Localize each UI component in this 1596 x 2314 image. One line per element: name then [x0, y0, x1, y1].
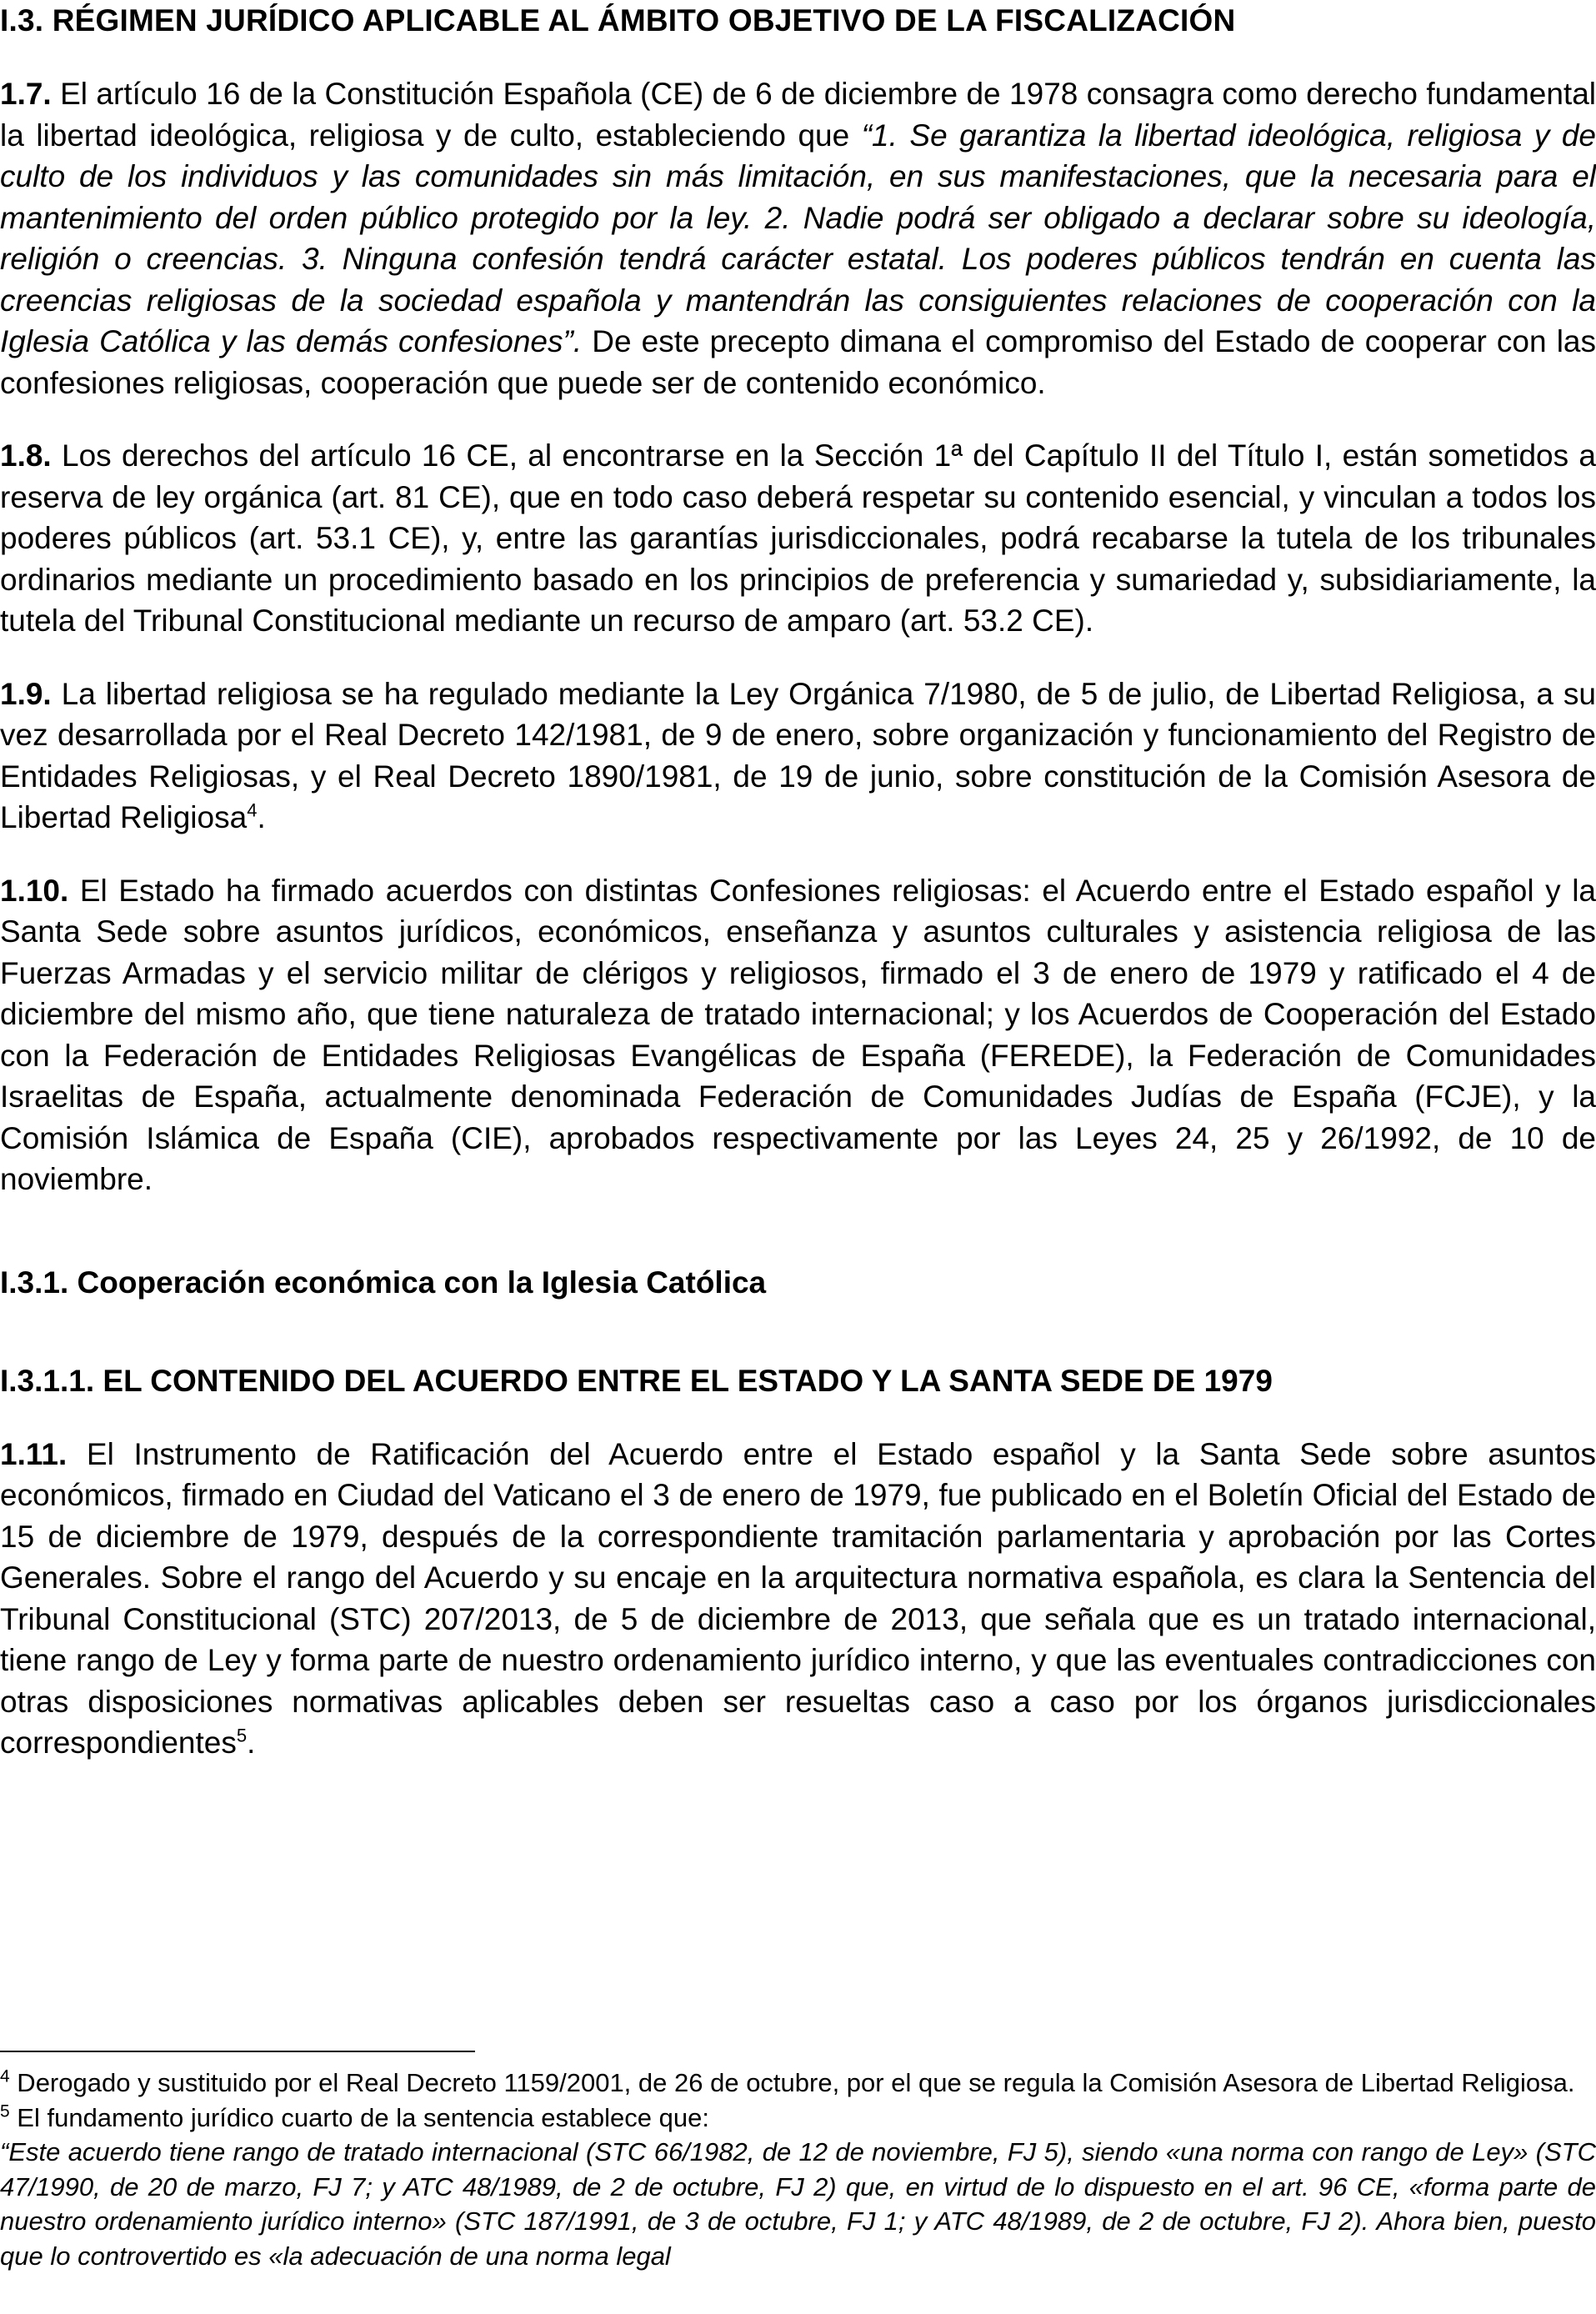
paragraph-number: 1.11. [0, 1436, 68, 1471]
subsection-heading: I.3.1. Cooperación económica con la Iglesia Católica [0, 1265, 767, 1300]
footnote-number: 4 [0, 2066, 10, 2086]
footnote-reference[interactable]: 4 [247, 799, 258, 821]
footnote-text: Derogado y sustituido por el Real Decreto 1159/2001, de 26 de octubre, por el que se regula la Comisión Asesora de Libertad Religiosa. [9, 2068, 1575, 2097]
footnote-4 [0, 2066, 1596, 2101]
paragraph-end: . [257, 800, 266, 834]
footnote-number: 5 [0, 2101, 10, 2121]
paragraph-1-8 [0, 435, 1596, 642]
footnote-5 [0, 2101, 1596, 2136]
footnotes [0, 2066, 1596, 2273]
constitution-quote: “1. Se garantiza la libertad ideológica, religiosa y de culto de los individuos y las comunidades sin más limitación, en sus manifestaciones, que la necesaria para el mantenimiento del orden público protegido por la ley. 2. Nadie podrá ser obligado a declarar sobre su ideología, religión o creencias. 3. Ninguna confesión tendrá carácter estatal. Los poderes públicos tendrán en cuenta las creencias religiosas de la sociedad española y mantendrán las consiguientes relaciones de cooperación con la Iglesia Católica y las demás confesiones”. [0, 118, 1596, 358]
paragraph-number: 1.7. [0, 77, 52, 111]
paragraph-number: 1.8. [0, 438, 52, 473]
subsubsection-heading: I.3.1.1. EL CONTENIDO DEL ACUERDO ENTRE EL ESTADO Y LA SANTA SEDE DE 1979 [0, 1363, 1273, 1398]
paragraph-number: 1.10. [0, 873, 69, 908]
paragraph-1-7 [0, 73, 1596, 403]
paragraph-text: La libertad religiosa se ha regulado mediante la Ley Orgánica 7/1980, de 5 de julio, de Libertad Religiosa, a su vez desarrollada por el Real Decreto 142/1981, de 9 de enero, sobre organización y funcionamiento del Registro de Entidades Religiosas, y el Real Decreto 1890/1981, de 19 de junio, sobre constitución de la Comisión Asesora de Libertad Religiosa [0, 676, 1596, 834]
paragraph-1-11 [0, 1434, 1596, 1764]
paragraph-text: El Estado ha firmado acuerdos con distintas Confesiones religiosas: el Acuerdo entre el Estado español y la Santa Sede sobre asuntos jurídicos, económicos, enseñanza y asuntos culturales y asistencia religiosa de las Fuerzas Armadas y el servicio militar de clérigos y religiosos, firmado el 3 de enero de 1979 y ratificado el 4 de diciembre del mismo año, que tiene naturaleza de tratado internacional; y los Acuerdos de Cooperación del Estado con la Federación de Entidades Religiosas Evangélicas de España (FEREDE), la Federación de Comunidades Israelitas de España, actualmente denominada Federación de Comunidades Judías de España (FCJE), y la Comisión Islámica de España (CIE), aprobados respectivamente por las Leyes 24, 25 y 26/1992, de 10 de noviembre. [0, 873, 1596, 1196]
footnote-separator [0, 2051, 475, 2052]
paragraph-number: 1.9. [0, 676, 52, 711]
paragraph-text: Los derechos del artículo 16 CE, al encontrarse en la Sección 1ª del Capítulo II del Título I, están sometidos a reserva de ley orgánica (art. 81 CE), que en todo caso deberá respetar su contenido esencial, y vinculan a todos los poderes públicos (art. 53.1 CE), y, entre las garantías jurisdiccionales, podrá recabarse la tutela de los tribunales ordinarios mediante un procedimiento basado en los principios de preferencia y sumariedad y, subsidiariamente, la tutela del Tribunal Constitucional mediante un recurso de amparo (art. 53.2 CE). [0, 438, 1596, 638]
footnote-5-quote: “Este acuerdo tiene rango de tratado internacional (STC 66/1982, de 12 de noviembre, FJ 5), siendo «una norma con rango de Ley» (STC 47/1990, de 20 de marzo, FJ 7; y ATC 48/1989, de 2 de octubre, FJ 2) que, en virtud de lo dispuesto en el art. 96 CE, «forma parte de nuestro ordenamiento jurídico interno» (STC 187/1991, de 3 de octubre, FJ 1; y ATC 48/1989, de 2 de octubre, FJ 2). Ahora bien, puesto que lo controvertido es «la adecuación de una norma legal [0, 2137, 1596, 2271]
paragraph-end: . [247, 1725, 256, 1760]
section-heading: I.3. RÉGIMEN JURÍDICO APLICABLE AL ÁMBITO OBJETIVO DE LA FISCALIZACIÓN [0, 3, 1236, 38]
paragraph-1-10 [0, 870, 1596, 1200]
paragraph-text: El artículo 16 de la Constitución Española (CE) de 6 de diciembre de 1978 consagra como derecho fundamental la libertad ideológica, religiosa y de culto, estableciendo que [0, 77, 1596, 153]
paragraph-text: De este precepto dimana el compromiso del Estado de cooperar con las confesiones religiosas, cooperación que puede ser de contenido económico. [0, 324, 1596, 400]
paragraph-1-9 [0, 674, 1596, 839]
footnote-text: El fundamento jurídico cuarto de la sentencia establece que: [9, 2102, 709, 2132]
paragraph-text: El Instrumento de Ratificación del Acuerdo entre el Estado español y la Santa Sede sobre asuntos económicos, firmado en Ciudad del Vaticano el 3 de enero de 1979, fue publicado en el Boletín Oficial del Estado de 15 de diciembre de 1979, después de la correspondiente tramitación parlamentaria y aprobación por las Cortes Generales. Sobre el rango del Acuerdo y su encaje en la arquitectura normativa española, es clara la Sentencia del Tribunal Constitucional (STC) 207/2013, de 5 de diciembre de 2013, que señala que es un tratado internacional, tiene rango de Ley y forma parte de nuestro ordenamiento jurídico interno, y que las eventuales contradicciones con otras disposiciones normativas aplicables deben ser resueltas caso a caso por los órganos jurisdiccionales correspondientes [0, 1436, 1596, 1760]
footnote-reference[interactable]: 5 [236, 1725, 248, 1746]
